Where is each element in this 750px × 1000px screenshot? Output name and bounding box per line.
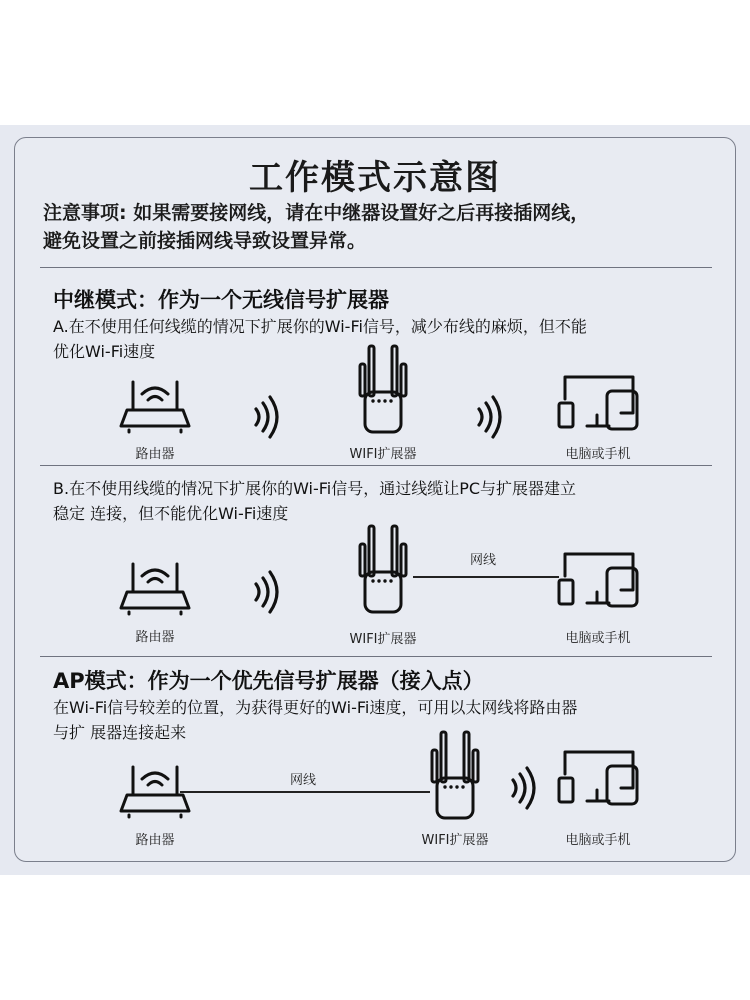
devices-label: 电脑或手机 — [565, 833, 631, 848]
network-cable-line — [180, 791, 430, 793]
router-icon — [117, 757, 193, 819]
repeater-b-description — [53, 476, 703, 526]
notice-line-1: 注意事项: 如果需要接网线，请在中继器设置好之后再接插网线， — [43, 202, 590, 224]
wireless-signal-icon — [251, 395, 283, 439]
cable-label: 网线 — [290, 773, 317, 788]
extender-label: WIFI扩展器 — [349, 632, 417, 647]
divider — [40, 656, 712, 657]
repeater-mode-title: 中继模式：作为一个无线信号扩展器 — [53, 288, 389, 312]
wireless-signal-icon — [251, 570, 283, 614]
divider — [40, 267, 712, 268]
divider — [40, 465, 712, 466]
ap-line-1: 在Wi-Fi信号较差的位置，为获得更好的Wi-Fi速度，可用以太网线将路由器 — [53, 698, 578, 717]
computer-phone-icon — [553, 373, 643, 435]
cable-label: 网线 — [470, 553, 497, 568]
devices-label: 电脑或手机 — [565, 631, 631, 646]
ap-mode-title: AP模式：作为一个优先信号扩展器（接入点） — [53, 669, 484, 693]
network-cable-line — [413, 576, 559, 578]
router-label: 路由器 — [135, 630, 175, 645]
extender-label: WIFI扩展器 — [349, 447, 417, 462]
router-icon — [117, 372, 193, 434]
router-icon — [117, 554, 193, 616]
devices-label: 电脑或手机 — [565, 447, 631, 462]
wireless-signal-icon — [474, 395, 506, 439]
wifi-extender-icon — [355, 520, 411, 618]
ap-line-2: 与扩 展器连接起来 — [53, 723, 187, 742]
computer-phone-icon — [553, 748, 643, 810]
page-title: 工作模式示意图 — [249, 158, 501, 198]
extender-label: WIFI扩展器 — [421, 833, 489, 848]
router-label: 路由器 — [135, 833, 175, 848]
notice-line-2: 避免设置之前接插网线导致设置异常。 — [43, 230, 367, 252]
router-label: 路由器 — [135, 447, 175, 462]
repeater-a-line-2: 优化Wi-Fi速度 — [53, 342, 156, 361]
repeater-b-line-1: B.在不使用线缆的情况下扩展你的Wi-Fi信号，通过线缆让PC与扩展器建立 — [53, 479, 577, 498]
notice-text — [43, 199, 723, 255]
wifi-extender-icon — [427, 726, 483, 824]
ap-description — [53, 695, 703, 745]
wireless-signal-icon — [508, 766, 540, 810]
wifi-extender-icon — [355, 340, 411, 438]
repeater-b-line-2: 稳定 连接，但不能优化Wi-Fi速度 — [53, 504, 289, 523]
repeater-a-line-1: A.在不使用任何线缆的情况下扩展你的Wi-Fi信号，减少布线的麻烦，但不能 — [53, 317, 587, 336]
computer-phone-icon — [553, 550, 643, 612]
